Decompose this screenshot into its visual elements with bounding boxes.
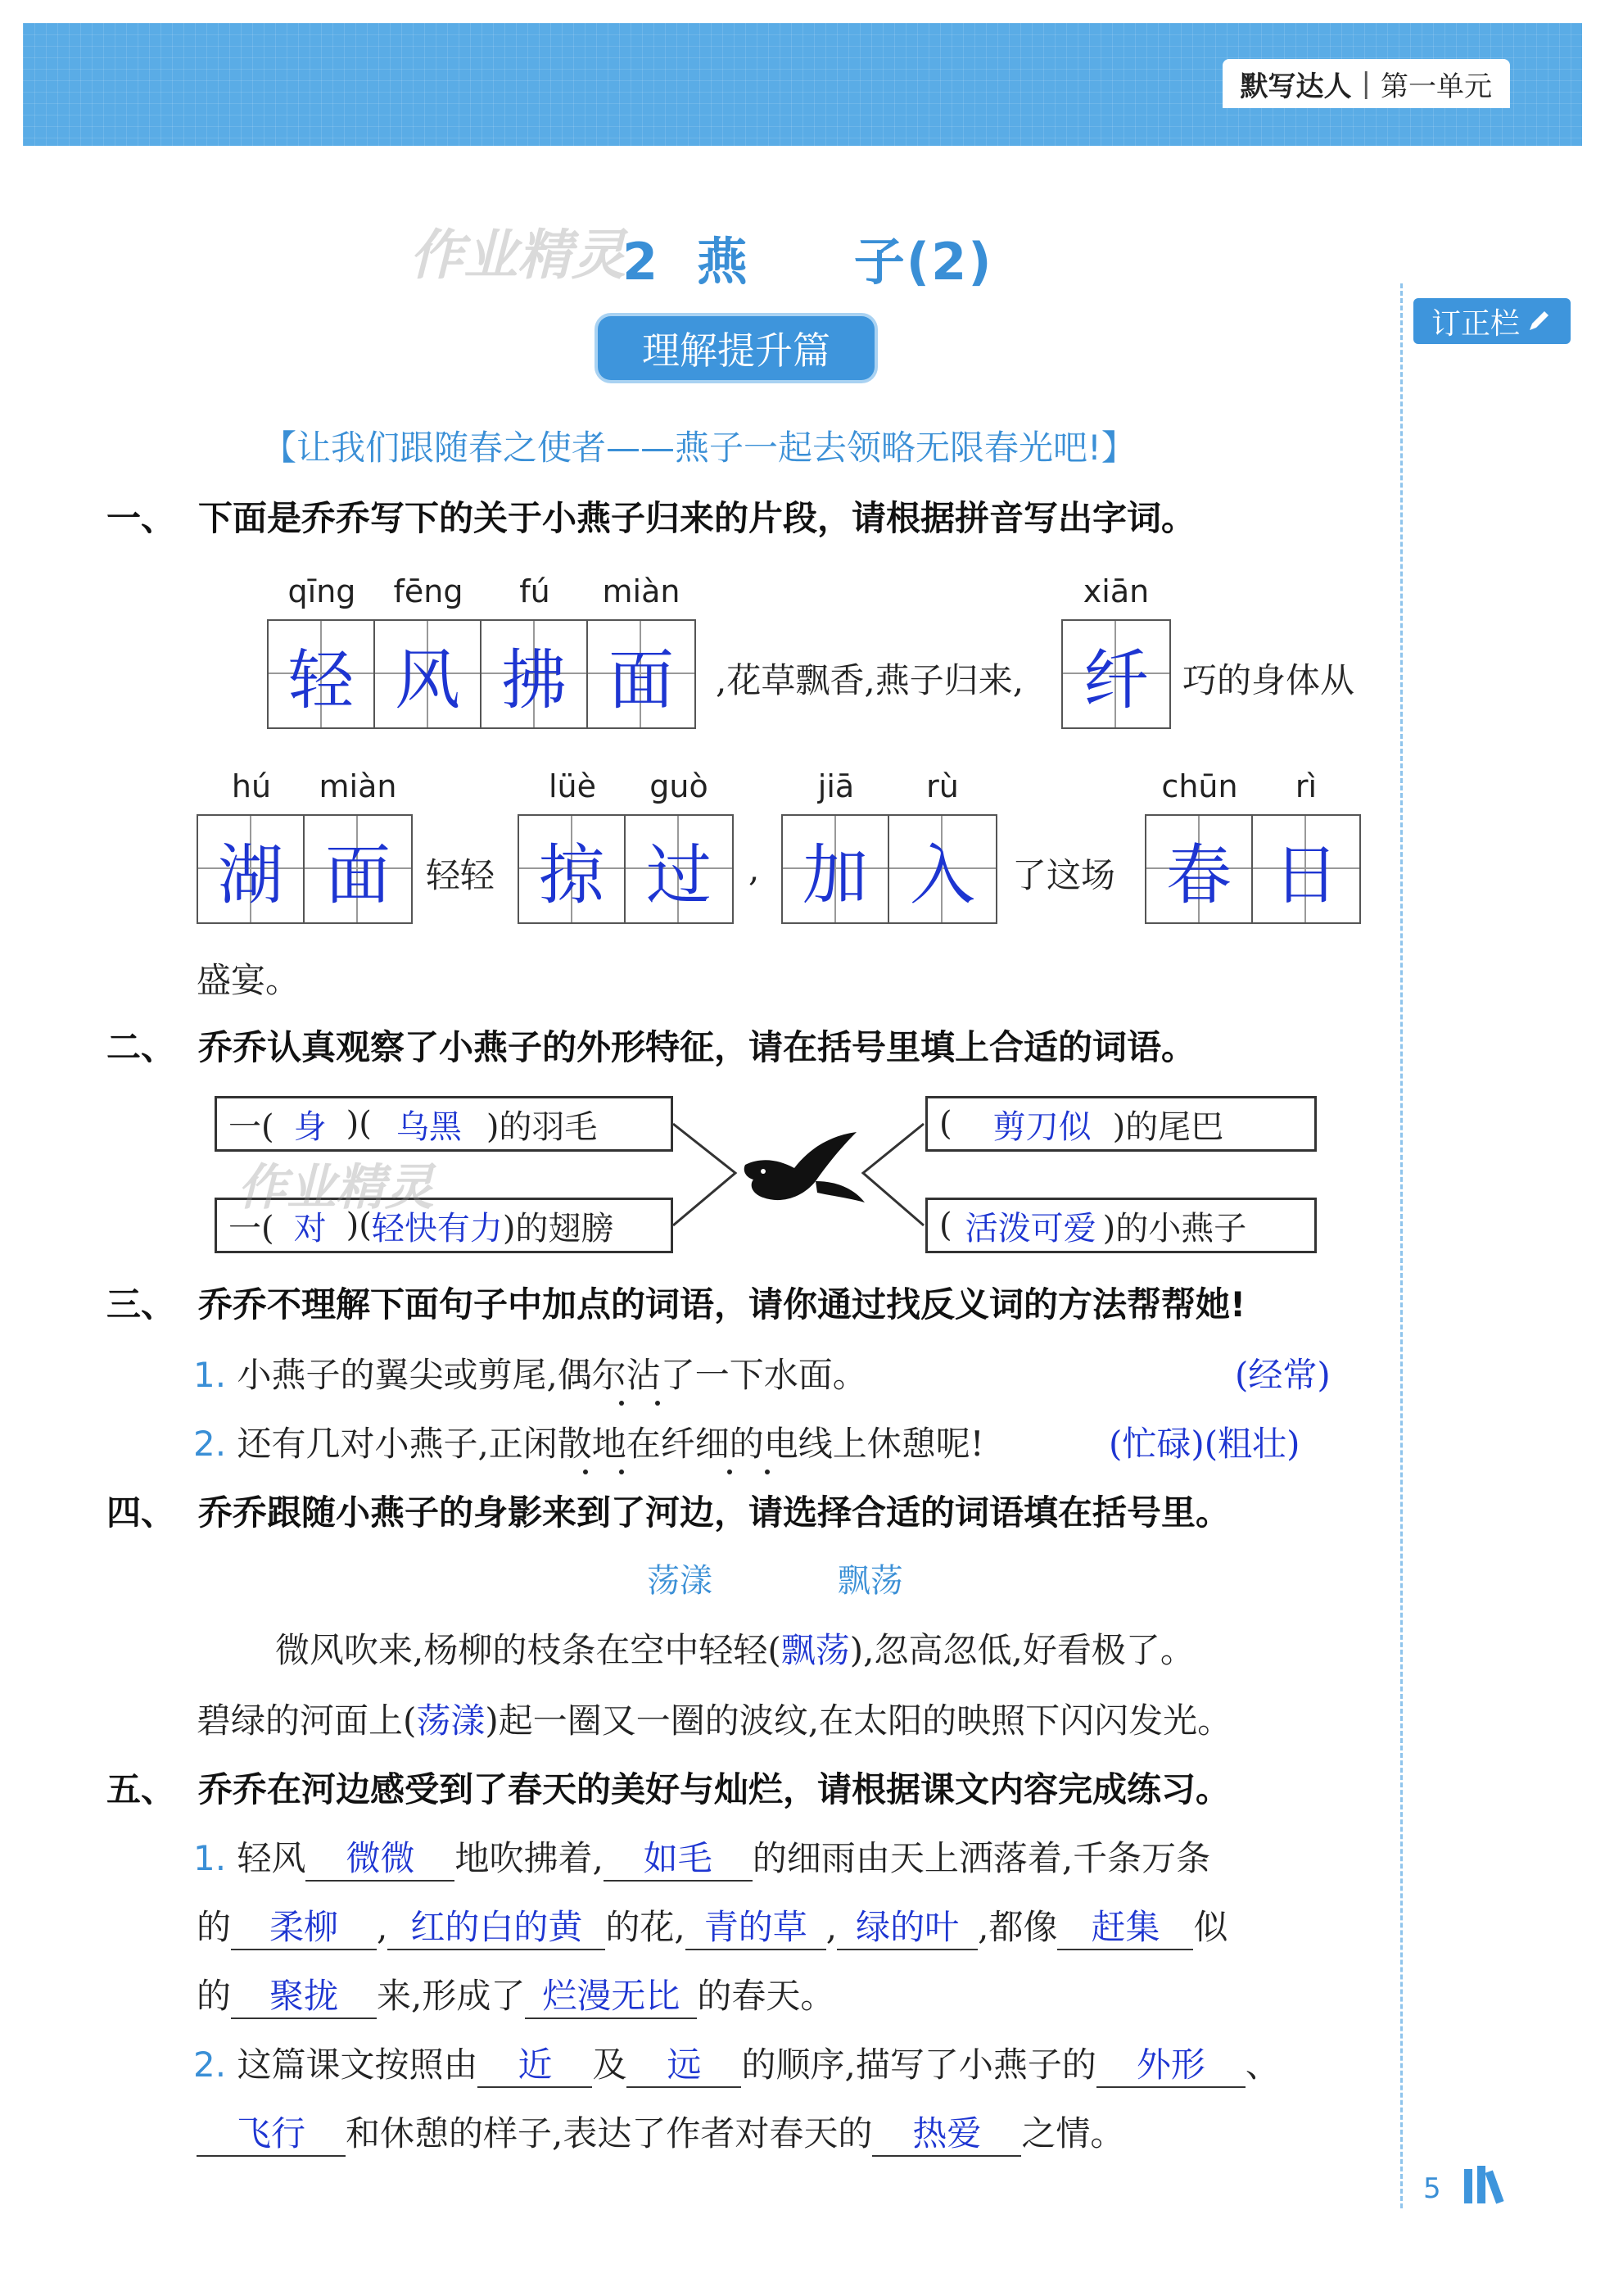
feature-box-feathers <box>215 1096 673 1152</box>
answer-blank: 青的草 <box>685 1906 826 1950</box>
question-text: 乔乔在河边感受到了春天的美好与灿烂，请根据课文内容完成练习。 <box>198 1769 1231 1809</box>
q3-item-1 <box>193 1348 867 1397</box>
emphasis-dot <box>583 1470 588 1474</box>
grid-cell <box>375 621 482 727</box>
pencil-icon <box>1525 307 1553 335</box>
swallow-diagram <box>671 1089 934 1270</box>
answer-blank: 聚拢 <box>231 1975 377 2019</box>
grid-cell <box>198 816 305 922</box>
box-text: ( <box>939 1105 952 1143</box>
answer-char: 掠 <box>539 836 604 913</box>
pinyin: qīng <box>287 573 356 609</box>
lesson-title <box>622 221 993 294</box>
emphasis-dot <box>619 1401 624 1406</box>
page-number <box>1423 2172 1441 2205</box>
feature-box-swallow <box>925 1198 1317 1253</box>
book-title: 默写达人 <box>1240 70 1352 103</box>
item-number: 1. <box>193 1355 227 1395</box>
sentence-text: 及 <box>592 2045 627 2085</box>
pinyin-group <box>198 768 411 804</box>
sentence-text: 的春天。 <box>697 1976 835 2016</box>
answer-blank: 近 <box>477 2044 592 2088</box>
q5-item-1-line-1 <box>193 1832 1210 1882</box>
pinyin-group <box>519 768 732 804</box>
watermark-middle: 作业精灵 <box>237 1159 434 1216</box>
question-number: 四、 <box>106 1492 176 1533</box>
answer-char: 春 <box>1166 836 1232 913</box>
q3-item-2 <box>193 1417 984 1466</box>
q5-item-2-line-1 <box>193 2038 1280 2088</box>
books-icon <box>1461 2162 1526 2207</box>
correction-column-tag <box>1413 298 1571 344</box>
sentence-text: 地吹拂着, <box>454 1838 604 1878</box>
sentence-text: 的花, <box>605 1907 685 1947</box>
answer-blank: 柔柳 <box>231 1906 377 1950</box>
pinyin: fú <box>519 573 550 609</box>
connector-right <box>863 1124 924 1225</box>
pinyin: rì <box>1295 768 1318 804</box>
emphasis-dot <box>619 1470 624 1474</box>
answer-char: 入 <box>910 836 975 913</box>
grid-cell <box>269 621 375 727</box>
answer: 荡漾 <box>416 1700 486 1741</box>
sentence-text: 和休憩的样子,表达了作者对春天的 <box>346 2113 873 2153</box>
correction-column-divider <box>1400 283 1406 2208</box>
question-5-prompt <box>106 1763 1230 1812</box>
sentence-text: )起一圈又一圈的波纹,在太阳的映照下闪闪发光。 <box>485 1700 1232 1741</box>
grid-cell <box>1063 621 1169 727</box>
tian-grid-6 <box>1145 814 1361 924</box>
pinyin: xiān <box>1083 573 1150 609</box>
question-number: 三、 <box>106 1284 176 1325</box>
box-text: )的尾巴 <box>1112 1107 1224 1146</box>
pinyin: miàn <box>602 573 680 609</box>
sentence-text: 似 <box>1193 1907 1228 1947</box>
answer: 飘荡 <box>780 1630 850 1670</box>
item-number: 1. <box>193 1838 227 1878</box>
question-number: 一、 <box>106 498 176 538</box>
sentence-text: 的 <box>197 1976 232 2016</box>
answer-blank: 热爱 <box>872 2113 1021 2157</box>
question-number: 二、 <box>106 1027 176 1067</box>
box-text: )的小燕子 <box>1102 1209 1247 1248</box>
grid-cell <box>1253 816 1359 922</box>
q1-text: , <box>748 849 760 889</box>
grid-cell <box>482 621 588 727</box>
sentence-text: 的 <box>197 1907 232 1947</box>
sentence-text: 碧绿的河面上( <box>197 1700 417 1741</box>
pinyin-group <box>1146 768 1359 804</box>
question-3-prompt <box>106 1278 1246 1327</box>
pinyin: miàn <box>319 768 397 804</box>
sentence-text: 这篇课文按照由 <box>237 2045 478 2085</box>
sentence-text: , <box>825 1907 838 1947</box>
answer-blank: 外形 <box>1096 2044 1246 2088</box>
question-2-prompt <box>106 1021 1196 1070</box>
answer-blank: 如毛 <box>604 1837 753 1882</box>
item-number: 2. <box>193 1424 227 1464</box>
section-tag: 理解提升篇 <box>598 316 875 380</box>
header-tab <box>1223 59 1510 108</box>
sentence-text: 轻风 <box>237 1838 306 1878</box>
unit-label: 第一单元 <box>1381 70 1492 103</box>
answer-char: 纤 <box>1083 641 1149 718</box>
q1-text: ,花草飘香,燕子归来, <box>716 660 1024 700</box>
item-text: 小燕子的翼尖或剪尾,偶尔沾了一下水面。 <box>237 1355 867 1395</box>
question-4-prompt <box>106 1486 1230 1535</box>
answer: 身 <box>293 1107 327 1146</box>
q5-item-1-line-3 <box>197 1969 834 2019</box>
lesson-part: (2) <box>906 232 993 292</box>
box-text: 一( <box>228 1209 274 1248</box>
sentence-text: ,都像 <box>978 1907 1058 1947</box>
word-option: 飘荡 <box>837 1562 903 1600</box>
answer-char: 日 <box>1273 836 1339 913</box>
pinyin: chūn <box>1161 768 1238 804</box>
answer-char: 面 <box>608 641 674 718</box>
q4-sentence-2 <box>197 1694 1232 1743</box>
answer: 乌黑 <box>396 1107 462 1146</box>
sentence-text: 的顺序,描写了小燕子的 <box>741 2045 1096 2085</box>
q1-tail: 盛宴。 <box>197 960 301 1000</box>
emphasis-dot <box>765 1470 770 1474</box>
answer: 轻快有力 <box>371 1209 503 1248</box>
answer-char: 过 <box>646 836 712 913</box>
swallow-icon <box>744 1132 865 1202</box>
box-text: 一( <box>228 1107 274 1146</box>
pinyin: hú <box>231 768 272 804</box>
grid-cell <box>588 621 694 727</box>
pinyin: fēng <box>393 573 463 609</box>
answer-blank: 赶集 <box>1057 1906 1193 1950</box>
answer: 活泼可爱 <box>965 1209 1096 1248</box>
pinyin: rù <box>926 768 959 804</box>
question-text: 下面是乔乔写下的关于小燕子归来的片段，请根据拼音写出字词。 <box>198 498 1196 538</box>
tian-grid-4 <box>518 814 734 924</box>
answer-blank: 红的白的黄 <box>387 1906 605 1950</box>
tian-grid-1 <box>267 619 696 729</box>
sentence-text: 之情。 <box>1021 2113 1125 2153</box>
pinyin: lüè <box>548 768 597 804</box>
answer-char: 拂 <box>501 641 567 718</box>
question-1-prompt <box>106 491 1196 541</box>
q3-answer-1: (经常) <box>1235 1355 1331 1395</box>
question-text: 乔乔认真观察了小燕子的外形特征，请在括号里填上合适的词语。 <box>198 1027 1196 1067</box>
q1-text: 轻轻 <box>426 855 495 895</box>
answer: 对 <box>293 1209 327 1248</box>
q1-text: 巧的身体从 <box>1182 660 1355 700</box>
sentence-text: 的细雨由天上洒落着,千条万条 <box>752 1838 1211 1878</box>
sentence-text: , <box>377 1907 388 1947</box>
pinyin: jiā <box>817 768 855 804</box>
answer-char: 风 <box>395 641 460 718</box>
answer-blank: 微微 <box>305 1837 454 1882</box>
q3-answer-2: (忙碌)(粗壮) <box>1109 1424 1300 1464</box>
sentence-text: ),忽高忽低,好看极了。 <box>849 1630 1195 1670</box>
box-text: ( <box>939 1207 952 1244</box>
q5-item-2-line-2 <box>197 2107 1124 2157</box>
sentence-text: 、 <box>1245 2045 1280 2085</box>
word-option: 荡漾 <box>647 1562 712 1600</box>
answer-char: 湖 <box>218 836 283 913</box>
answer: 剪刀似 <box>992 1107 1092 1146</box>
sentence-text: 来,形成了 <box>377 1976 526 2016</box>
pinyin: guò <box>649 768 708 804</box>
q1-text: 了这场 <box>1012 855 1116 895</box>
header-separator: | <box>1361 67 1371 100</box>
sentence-text: 微风吹来,杨柳的枝条在空中轻轻( <box>275 1630 781 1670</box>
q4-sentence-1 <box>275 1624 1195 1673</box>
connector-left <box>673 1124 735 1225</box>
grid-cell <box>305 816 411 922</box>
question-text: 乔乔跟随小燕子的身影来到了河边，请选择合适的词语填在括号里。 <box>198 1492 1231 1533</box>
page-number-text: 5 <box>1423 2172 1441 2205</box>
answer-blank: 远 <box>626 2044 741 2088</box>
tian-grid-5 <box>781 814 997 924</box>
box-text: )的羽毛 <box>486 1107 598 1146</box>
grid-cell <box>889 816 996 922</box>
question-text: 乔乔不理解下面句子中加点的词语，请你通过找反义词的方法帮帮她! <box>198 1284 1246 1325</box>
answer-blank: 烂漫无比 <box>525 1975 697 2019</box>
watermark-top: 作业精灵 <box>409 224 626 287</box>
grid-cell <box>519 816 626 922</box>
item-text: 还有几对小燕子,正闲散地在纤细的电线上休憩呢! <box>237 1424 984 1464</box>
pinyin-row-1 <box>269 573 694 609</box>
grid-cell <box>783 816 889 922</box>
lesson-name: 燕 子 <box>696 232 906 292</box>
q5-item-1-line-2 <box>197 1900 1227 1950</box>
answer-char: 面 <box>325 836 391 913</box>
answer-char: 加 <box>802 836 868 913</box>
box-text: )( <box>346 1105 372 1143</box>
grid-cell <box>626 816 732 922</box>
correction-column-label: 订正栏 <box>1431 306 1520 341</box>
answer-blank: 飞行 <box>197 2113 346 2157</box>
item-number: 2. <box>193 2045 227 2085</box>
tian-grid-2 <box>1061 619 1171 729</box>
feature-box-tail <box>925 1096 1317 1152</box>
question-number: 五、 <box>106 1769 176 1809</box>
answer-blank: 绿的叶 <box>837 1906 978 1950</box>
intro-text: 【让我们跟随春之使者——燕子一起去领略无限春光吧!】 <box>262 428 1136 468</box>
pinyin-group <box>783 768 996 804</box>
grid-cell <box>1146 816 1253 922</box>
box-text: )( <box>346 1207 372 1244</box>
lesson-number: 2 <box>622 232 660 292</box>
emphasis-dot <box>655 1401 660 1406</box>
emphasis-dot <box>727 1470 732 1474</box>
answer-char: 轻 <box>288 641 354 718</box>
tian-grid-3 <box>197 814 413 924</box>
box-text: )的翅膀 <box>502 1209 614 1248</box>
word-options <box>647 1555 903 1601</box>
